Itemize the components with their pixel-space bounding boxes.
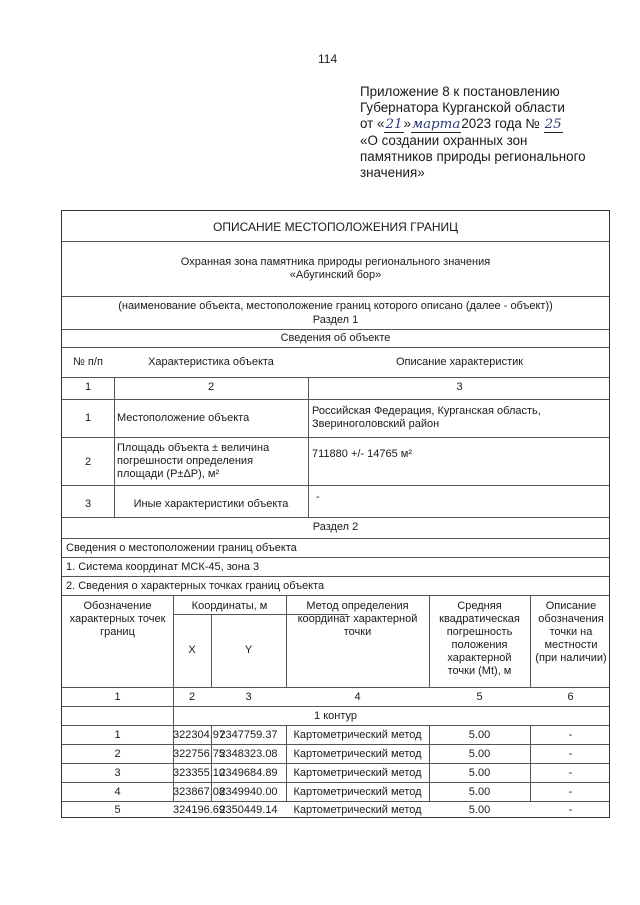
appendix-line-1: Приложение 8 к постановлению (360, 84, 560, 99)
t2-col-number: 2 (188, 691, 196, 703)
t2-header-y: Y (244, 644, 253, 656)
rule (62, 763, 609, 764)
t2-header-x: X (188, 644, 196, 656)
t2-col-number: 6 (567, 691, 574, 703)
t1-row-char: Площадь объекта ± величина погрешности определения площади (Р±ΔР), м² (117, 442, 270, 480)
appendix-line-4: «О создании охранных зон (360, 133, 528, 148)
point-id: 5 (114, 804, 121, 816)
rule (62, 782, 609, 783)
year-text: 2023 года № (461, 116, 540, 131)
t2-col-number: 5 (476, 691, 483, 703)
point-desc: - (568, 804, 573, 816)
point-mt: 5.00 (468, 767, 491, 779)
point-x: 323355.10 (173, 767, 225, 779)
section-2-info: Сведения о местоположении границ объекта (66, 542, 297, 554)
t1-header-characteristic: Характеристика объекта (148, 356, 274, 368)
rule (62, 576, 609, 577)
point-method: Картометрический метод (293, 804, 422, 816)
t2-header-error: Средняя квадратическая погрешность положения характерной точки (Mt), м (439, 600, 520, 677)
rule (62, 557, 609, 558)
point-id: 1 (114, 729, 121, 741)
point-y: 2347759.37 (219, 729, 278, 741)
handwritten-month: марта (411, 117, 461, 132)
object-name-line-1: Охранная зона памятника природы регионального значения (180, 256, 491, 268)
point-x: 324196.69 (173, 804, 225, 816)
col-rule (429, 595, 430, 687)
col-rule (308, 377, 309, 517)
col-rule (114, 377, 115, 517)
object-caption: (наименование объекта, местоположение границ которого описано (далее - объект)) (118, 300, 553, 312)
rule (62, 744, 609, 745)
appendix-line-3 (360, 116, 630, 133)
point-mt: 5.00 (468, 804, 491, 816)
point-method: Картометрический метод (293, 786, 422, 798)
rule (62, 801, 609, 802)
t1-row-char: Местоположение объекта (117, 412, 250, 424)
t2-col-number: 4 (354, 691, 361, 703)
object-name-line-2: «Абугинский бор» (289, 269, 382, 281)
rule (62, 437, 609, 438)
rule (62, 329, 609, 330)
rule (62, 377, 609, 378)
point-desc: - (568, 729, 573, 741)
rule (62, 485, 609, 486)
section-1-subtitle: Сведения об объекте (280, 332, 391, 344)
t2-header-method: Метод определения координат характерной точки (297, 600, 418, 638)
t1-row-num: 2 (84, 456, 92, 468)
points-info: 2. Сведения о характерных точках границ объекта (66, 580, 325, 592)
coordinate-system: 1. Система координат МСК-45, зона 3 (66, 561, 260, 573)
point-id: 4 (114, 786, 121, 798)
t1-header-number: № п/п (73, 356, 103, 368)
page-number: 114 (318, 52, 338, 66)
rule (62, 347, 609, 348)
point-id: 3 (114, 767, 121, 779)
rule (62, 725, 609, 726)
point-mt: 5.00 (468, 748, 491, 760)
col-rule (530, 595, 531, 687)
t1-col-number: 3 (456, 381, 463, 393)
section-1-title: Раздел 1 (312, 314, 359, 326)
rule (62, 595, 609, 596)
point-y: 2350449.14 (219, 804, 278, 816)
point-mt: 5.00 (468, 786, 491, 798)
point-x: 323867.08 (173, 786, 225, 798)
point-x: 322304.97 (173, 729, 225, 741)
t1-row-desc: Российская Федерация, Курганская область, Звериноголовский район (312, 405, 541, 430)
t2-header-location: Описание обозначения точки на местности (при наличии) (535, 600, 607, 664)
point-desc: - (568, 786, 573, 798)
rule (62, 241, 609, 242)
handwritten-number: 25 (544, 117, 562, 132)
point-y: 2349684.89 (219, 767, 278, 779)
point-id: 2 (114, 748, 121, 760)
point-method: Картометрический метод (293, 729, 422, 741)
t1-row-num: 3 (84, 498, 92, 510)
col-rule (286, 595, 287, 687)
rule (62, 687, 609, 688)
point-method: Картометрический метод (293, 767, 422, 779)
rule (62, 706, 609, 707)
appendix-line-2: Губернатора Курганской области (360, 100, 565, 115)
rule (62, 399, 609, 400)
point-desc: - (568, 748, 573, 760)
t2-header-designation: Обозначение характерных точек границ (69, 600, 166, 638)
t2-col-number: 1 (114, 691, 121, 703)
point-y: 2349940.00 (219, 786, 278, 798)
handwritten-day: 21 (385, 117, 403, 132)
point-x: 322756.75 (173, 748, 225, 760)
appendix-line-6: значения» (360, 165, 425, 180)
t1-col-number: 1 (84, 381, 92, 393)
t1-row-desc: - (316, 491, 320, 503)
point-desc: - (568, 767, 573, 779)
section-2-title: Раздел 2 (312, 521, 359, 533)
point-mt: 5.00 (468, 729, 491, 741)
boundary-description-table (61, 210, 610, 818)
rule (62, 296, 609, 297)
t1-row-char: Иные характеристики объекта (133, 498, 289, 510)
quote-close: » (403, 116, 411, 131)
t2-col-number: 3 (245, 691, 252, 703)
contour-label: 1 контур (314, 710, 357, 722)
appendix-header (360, 84, 630, 181)
appendix-line-5: памятников природы регионального (360, 149, 586, 164)
rule (62, 517, 609, 518)
rule (62, 538, 609, 539)
doc-title: ОПИСАНИЕ МЕСТОПОЛОЖЕНИЯ ГРАНИЦ (212, 220, 459, 234)
t1-header-description: Описание характеристик (395, 356, 524, 368)
t1-col-number: 2 (207, 381, 215, 393)
date-prefix: от « (360, 116, 385, 131)
t1-row-num: 1 (84, 412, 92, 424)
t2-header-coordinates: Координаты, м (191, 600, 268, 612)
t1-row-desc: 711880 +/- 14765 м² (312, 448, 413, 460)
point-method: Картометрический метод (293, 748, 422, 760)
point-y: 2348323.08 (219, 748, 278, 760)
